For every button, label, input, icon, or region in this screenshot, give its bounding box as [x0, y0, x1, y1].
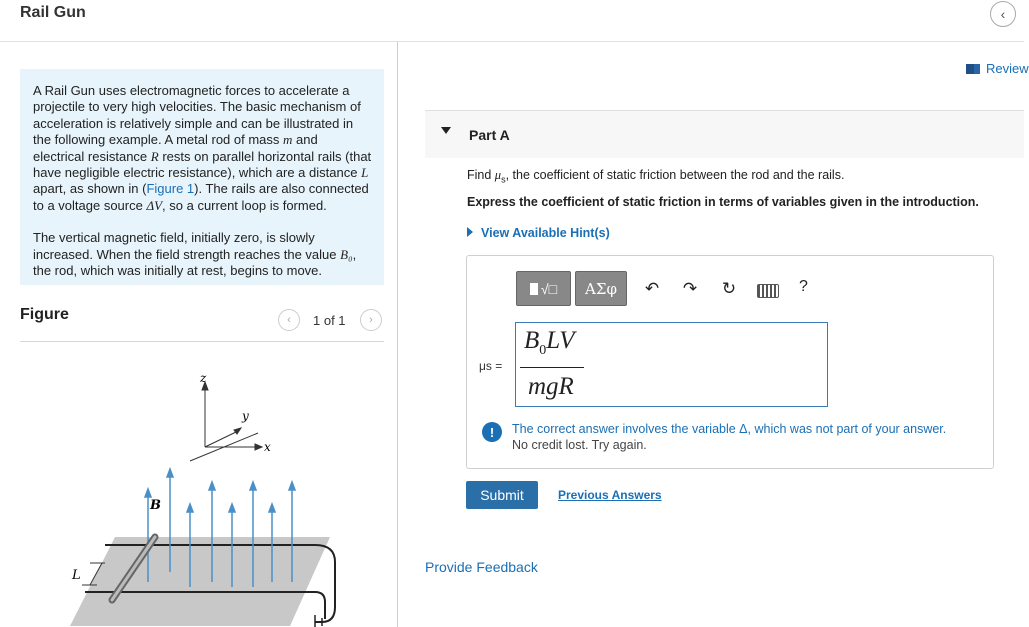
intro-paragraph-2 — [33, 230, 372, 279]
help-icon[interactable]: ? — [799, 278, 808, 295]
var-delta-v: ΔV — [146, 197, 163, 213]
answer-input[interactable] — [515, 322, 828, 407]
submit-button[interactable]: Submit — [466, 481, 538, 509]
view-hints-link[interactable] — [467, 226, 610, 240]
numerator-rest: LV — [546, 327, 575, 354]
question-text — [467, 168, 844, 185]
figure-header — [20, 304, 384, 342]
var-m: m — [283, 132, 293, 148]
answer-label: μs = — [479, 359, 503, 373]
intro-text: , so a current loop is formed. — [162, 197, 327, 213]
var-b0: B₀ — [340, 246, 353, 262]
axis-label-x: x — [264, 440, 271, 454]
page-title: Rail Gun — [20, 4, 86, 21]
alert-icon: ! — [482, 422, 502, 442]
left-panel — [0, 42, 398, 627]
templates-button[interactable] — [516, 271, 571, 306]
review-label: Review — [986, 61, 1029, 76]
fraction-numerator — [524, 327, 575, 359]
caret-right-icon — [467, 227, 473, 237]
figure-prev-button[interactable] — [278, 309, 300, 331]
review-link[interactable] — [966, 61, 1029, 76]
numerator-subscript: 0 — [539, 343, 547, 358]
var-L: L — [361, 165, 369, 181]
undo-icon[interactable]: ↶ — [644, 279, 660, 298]
fraction-denominator: mgR — [528, 373, 574, 400]
figure-title: Figure — [20, 306, 69, 323]
greek-symbols-button[interactable]: ΑΣφ — [575, 271, 627, 306]
intro-text: rests on parallel horizontal rails (that have negligible electric resistance), which are a distance — [33, 148, 372, 181]
axis-label-z: z — [200, 371, 207, 385]
book-icon — [966, 64, 980, 74]
intro-text: A Rail Gun uses electromagnetic forces to accelerate a projectile to very high velocities. The basic mechanism of acceleration is relatively simple and can be illustrated in the following example. A metal rod of mass — [33, 83, 361, 148]
previous-answers-link[interactable]: Previous Answers — [558, 488, 662, 502]
instruction-text: Express the coefficient of static friction in terms of variables given in the introduction. — [467, 195, 979, 209]
figure-link[interactable]: Figure 1 — [146, 181, 195, 197]
intro-text: apart, as shown in ( — [33, 181, 147, 197]
intro-paragraph-1 — [33, 83, 372, 214]
feedback-line-1: The correct answer involves the variable Δ, which was not part of your answer. — [512, 422, 947, 436]
keyboard-icon[interactable] — [757, 284, 779, 298]
axes-icon — [190, 382, 262, 461]
numerator-b: B — [524, 327, 540, 354]
label-l: L — [72, 568, 81, 583]
var-R: R — [150, 148, 159, 164]
rail-plane — [70, 537, 330, 626]
chevron-left-icon: ‹ — [1000, 6, 1006, 22]
intro-text: , the rod, which was initially at rest, begins to move. — [33, 246, 357, 279]
reset-icon[interactable]: ↻ — [721, 279, 737, 298]
square-icon — [530, 283, 538, 295]
redo-icon[interactable]: ↷ — [682, 279, 698, 298]
header — [0, 0, 1024, 42]
intro-text: ). The rails are also connected to a voltage source — [33, 181, 369, 213]
fraction-bar — [520, 367, 584, 368]
part-title: Part A — [469, 127, 510, 143]
var-mu: μ — [494, 168, 502, 182]
question-part: Find — [467, 168, 495, 182]
figure-pager: 1 of 1 — [313, 313, 346, 328]
caret-down-icon[interactable] — [441, 127, 451, 134]
templates-icon: √□ — [540, 280, 558, 297]
introduction-panel[interactable] — [20, 69, 384, 285]
feedback-message — [512, 421, 987, 453]
back-button[interactable] — [990, 1, 1016, 27]
part-a-header[interactable] — [425, 110, 1024, 158]
label-b-field: B — [150, 498, 161, 513]
question-part: , the coefficient of static friction between the rod and the rails. — [505, 168, 845, 182]
axis-label-y: y — [242, 409, 249, 423]
chevron-left-icon: ‹ — [287, 314, 291, 326]
var-mu-subscript: s — [501, 174, 506, 185]
intro-text: The vertical magnetic field, initially zero, is slowly increased. When the field strength reaches the value — [33, 230, 341, 262]
hint-label: View Available Hint(s) — [481, 226, 610, 240]
feedback-line-2: No credit lost. Try again. — [512, 438, 647, 452]
provide-feedback-link[interactable]: Provide Feedback — [425, 559, 538, 575]
intro-text: and electrical resistance — [33, 132, 318, 164]
chevron-right-icon: › — [369, 314, 373, 326]
figure-next-button[interactable] — [360, 309, 382, 331]
rail-gun-figure — [60, 357, 360, 622]
